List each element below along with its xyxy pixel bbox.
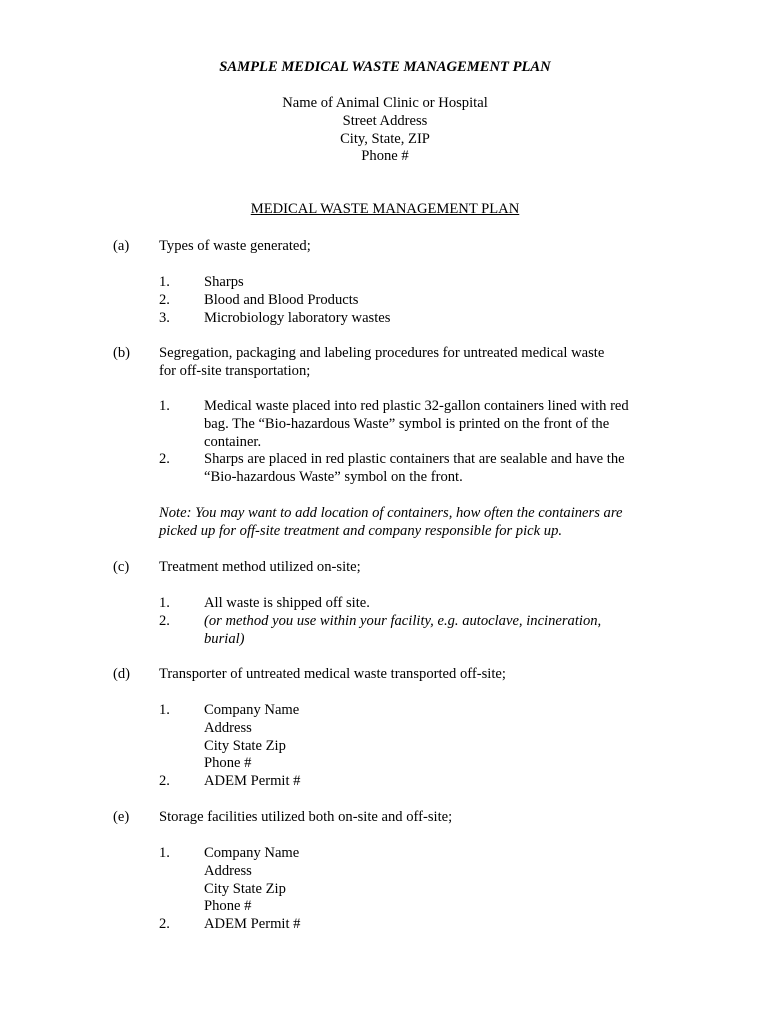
item-number: 2. [159,773,170,790]
list-item [159,451,659,487]
item-text: ADEM Permit # [204,916,301,933]
section-heading [159,345,659,381]
list-item [159,595,659,613]
list-item [159,613,659,649]
section-label: (b) [113,345,131,361]
item-number: 1. [159,274,170,290]
item-text-line: container. [204,433,262,450]
list-item [159,916,659,934]
item-number: 1. [159,398,170,414]
item-number: 1. [159,595,170,611]
item-number: 1. [159,845,170,861]
clinic-city: City, State, ZIP [340,130,430,147]
section-note [159,505,659,541]
section-list [159,845,659,934]
section-heading: Storage facilities utilized both on-site and off-site; [159,809,453,825]
item-text-line: Phone # [204,898,252,915]
list-item [159,292,659,310]
item-text-line: bag. The “Bio-hazardous Waste” symbol is printed on the front of the [204,415,610,432]
note-line: picked up for off-site treatment and company responsible for pick up. [159,522,563,539]
list-item [159,773,659,791]
item-text-line: Medical waste placed into red plastic 32-gallon containers lined with red [204,398,629,414]
section-label: (a) [113,238,130,254]
section-label: (d) [113,666,131,682]
list-item [159,398,659,451]
section-label: (e) [113,809,130,825]
item-number: 3. [159,309,170,326]
section-list [159,702,659,791]
plan-title: MEDICAL WASTE MANAGEMENT PLAN [250,201,520,217]
item-text-line: Company Name [204,845,300,861]
section-list [159,595,659,648]
list-item [159,702,659,773]
document-title: SAMPLE MEDICAL WASTE MANAGEMENT PLAN [219,59,551,75]
section-list [159,398,659,487]
note-line: Note: You may want to add location of containers, how often the containers are [159,505,623,521]
item-text: All waste is shipped off site. [204,595,370,611]
section-label: (c) [113,559,130,575]
item-text: ADEM Permit # [204,773,301,790]
section-list [159,274,659,327]
item-text-line: (or method you use within your facility, e.g. autoclave, incineration, [204,612,602,629]
item-text-line: City State Zip [204,737,286,754]
item-text-line: “Bio-hazardous Waste” symbol on the front. [204,469,463,486]
heading-line: for off-site transportation; [159,362,311,379]
item-text: Sharps [204,274,244,290]
item-text-line: Address [204,719,252,736]
list-item [159,310,659,328]
list-item [159,274,659,292]
item-text-line: Phone # [204,755,252,772]
item-number: 2. [159,916,170,933]
item-text-line: Sharps are placed in red plastic containers that are sealable and have the [204,451,625,468]
heading-line: Segregation, packaging and labeling procedures for untreated medical waste [159,345,605,361]
item-text-line: Company Name [204,702,300,718]
item-text-line: burial) [204,630,245,647]
section-heading: Treatment method utilized on-site; [159,559,361,575]
section-heading: Transporter of untreated medical waste transported off-site; [159,666,506,682]
item-text-line: City State Zip [204,880,286,897]
item-text-line: Address [204,862,252,879]
clinic-street: Street Address [342,112,428,129]
item-number: 2. [159,291,170,308]
item-number: 1. [159,702,170,718]
clinic-phone: Phone # [361,148,409,165]
item-text: Microbiology laboratory wastes [204,309,391,326]
item-number: 2. [159,451,170,468]
clinic-name: Name of Animal Clinic or Hospital [282,95,488,111]
item-text: Blood and Blood Products [204,291,359,308]
clinic-header [0,95,770,166]
item-number: 2. [159,612,170,629]
list-item [159,845,659,916]
section-heading: Types of waste generated; [159,238,311,254]
